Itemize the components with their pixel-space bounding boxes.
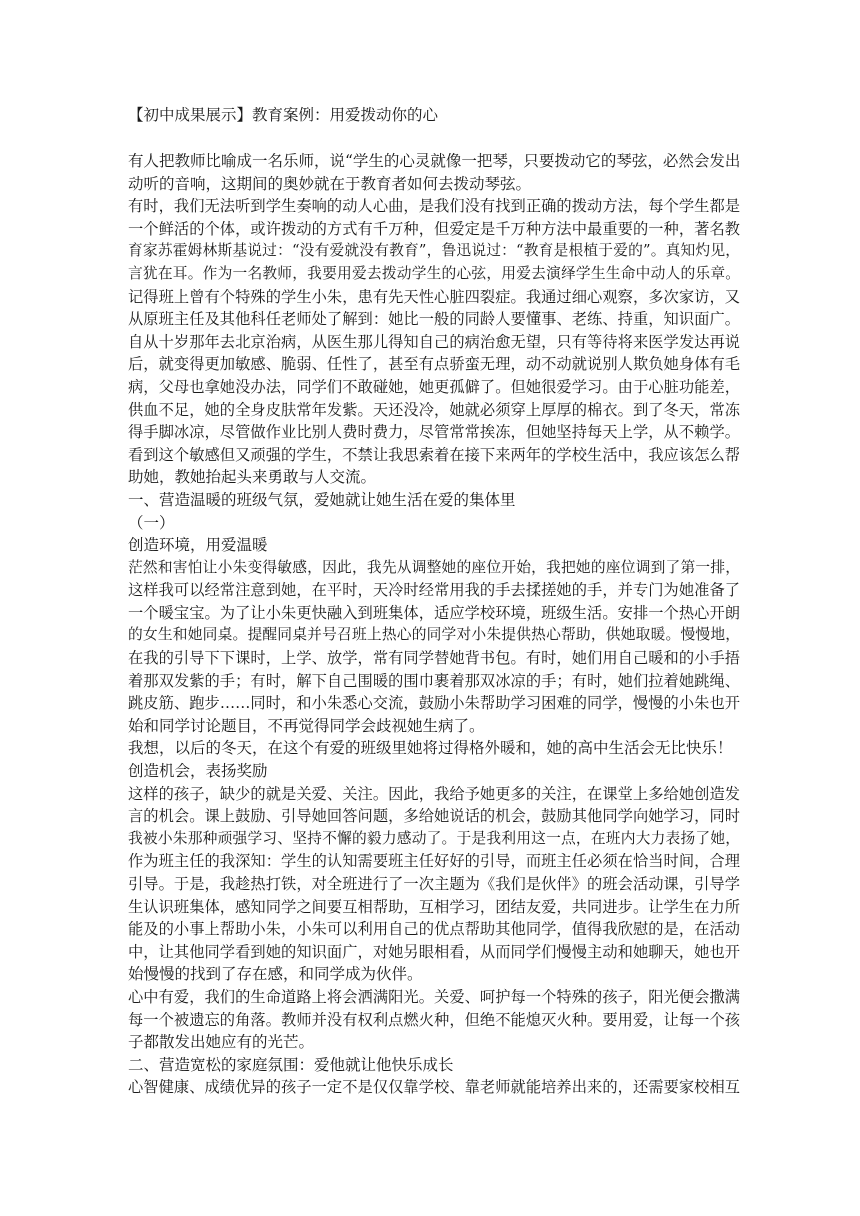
text-line: 自从十岁那年去北京治病，从医生那儿得知自己的病治愈无望，只有等待将来医学发达再说 (128, 332, 740, 351)
text-line: 茫然和害怕让小朱变得敏感，因此，我先从调整她的座位开始，我把她的座位调到了第一排， (128, 558, 740, 576)
text-line: 得手脚冰凉，尽管做作业比别人费时费力，尽管常常挨冻，但她坚持每天上学，从不赖学。 (128, 423, 740, 442)
text-line: 这样我可以经常注意到她，在平时，天冷时经常用我的手去揉搓她的手，并专门为她准备了 (128, 581, 740, 600)
text-line: 始慢慢的找到了存在感，和同学成为伙伴。 (128, 965, 423, 984)
text-line: 言的机会。课上鼓励、引导她回答问题，多给她说话的机会，鼓励其他同学向她学习，同时 (128, 807, 740, 826)
text-line: 子都散发出她应有的光芒。 (128, 1033, 315, 1052)
text-line: 供血不足，她的全身皮肤常年发紫。天还没冷，她就必须穿上厚厚的棉衣。到了冬天，常冻 (128, 400, 740, 419)
text-line: （一） (128, 513, 175, 532)
text-line: 始和同学讨论题目，不再觉得同学会歧视她生病了。 (128, 716, 485, 735)
text-line: 着那双发紫的手；有时，解下自己围暖的围巾裹着那双冰凉的手；有时，她们拉着她跳绳、 (128, 671, 740, 690)
text-line: 引导。于是，我趁热打铁，对全班进行了一次主题为《我们是伙伴》的班会活动课，引导学 (128, 875, 740, 893)
text-line: 中，让其他同学看到她的知识面广，对她另眼相看，从而同学们慢慢主动和她聊天，她也开 (128, 942, 740, 961)
text-line: 有人把教师比喻成一名乐师，说“学生的心灵就像一把琴，只要拨动它的琴弦，必然会发出 (128, 152, 740, 170)
text-line: 心中有爱，我们的生命道路上将会洒满阳光。关爱、呵护每一个特殊的孩子，阳光便会撒满 (128, 987, 740, 1006)
text-line: 有时，我们无法听到学生奏响的动人心曲，是我们没有找到正确的拨动方法，每个学生都是 (128, 197, 740, 216)
text-line: 每一个被遗忘的角落。教师并没有权利点燃火种，但绝不能熄灭火种。要用爱，让每一个孩 (128, 1010, 740, 1029)
text-line: 言犹在耳。作为一名教师，我要用爱去拨动学生的心弦，用爱去演绎学生生命中动人的乐章。 (128, 264, 740, 282)
text-line: 创造环境，用爱温暖 (128, 536, 268, 555)
text-line: 一、营造温暖的班级气氛，爱她就让她生活在爱的集体里 (128, 490, 516, 509)
text-line: 动听的音响，这期间的奥妙就在于教育者如何去拨动琴弦。 (128, 174, 532, 193)
text-line: 后，就变得更加敏感、脆弱、任性了，甚至有点骄蛮无理，动不动就说别人欺负她身体有毛 (128, 355, 740, 374)
text-line: 一个暖宝宝。为了让小朱更快融入到班集体，适应学校环境，班级生活。安排一个热心开朗 (128, 603, 740, 622)
text-line: 记得班上曾有个特殊的学生小朱，患有先天性心脏四裂症。我通过细心观察，多次家访，又 (128, 287, 740, 306)
text-line: 的女生和她同桌。提醒同桌并号召班上热心的同学对小朱提供热心帮助，供她取暖。慢慢地， (128, 626, 740, 644)
document-title: 【初中成果展示】教育案例：用爱拨动你的心 (128, 106, 439, 124)
text-line: 看到这个敏感但又顽强的学生，不禁让我思索着在接下来两年的学校生活中，我应该怎么帮 (128, 445, 740, 464)
text-line: 助她，教她抬起头来勇敢与人交流。 (128, 468, 377, 487)
text-line: 病，父母也拿她没办法，同学们不敢碰她，她更孤僻了。但她很爱学习。由于心脏功能差， (128, 377, 740, 396)
text-line: 心智健康、成绩优异的孩子一定不是仅仅靠学校、靠老师就能培养出来的，还需要家校相互 (128, 1078, 740, 1097)
text-line: 从原班主任及其他科任老师处了解到：她比一般的同龄人要懂事、老练、持重，知识面广。 (128, 310, 740, 329)
text-line: 跳皮筋、跑步……同时，和小朱悉心交流，鼓励小朱帮助学习困难的同学，慢慢的小朱也开 (128, 694, 740, 713)
text-line: 作为班主任的我深知：学生的认知需要班主任好好的引导，而班主任必须在恰当时间，合理 (128, 852, 740, 871)
text-line: 一个鲜活的个体，或许拨动的方式有千万种，但爱定是千万种方法中最重要的一种，著名教 (128, 219, 740, 238)
text-line: 生认识班集体，感知同学之间要互相帮助，互相学习，团结友爱，共同进步。让学生在力所 (128, 897, 740, 916)
text-line: 我被小朱那种顽强学习、坚持不懈的毅力感动了。于是我利用这一点，在班内大力表扬了她， (128, 829, 740, 847)
text-line: 这样的孩子，缺少的就是关爱、关注。因此，我给予她更多的关注，在课堂上多给她创造发 (128, 784, 740, 803)
text-line: 二、营造宽松的家庭氛围：爱他就让他快乐成长 (128, 1055, 454, 1074)
text-line: 我想，以后的冬天，在这个有爱的班级里她将过得格外暖和，她的高中生活会无比快乐！ (128, 739, 733, 758)
text-line: 能及的小事上帮助小朱，小朱可以利用自己的优点帮助其他同学，值得我欣慰的是，在活动 (128, 920, 740, 939)
text-line: 育家苏霍姆林斯基说过：“没有爱就没有教育”，鲁迅说过：“教育是根植于爱的”。真知灼见， (128, 242, 740, 260)
document-body (128, 150, 740, 1099)
text-line: 创造机会，表扬奖励 (128, 762, 268, 781)
text-line: 在我的引导下下课时，上学、放学，常有同学替她背书包。有时，她们用自己暖和的小手捂 (128, 649, 740, 668)
